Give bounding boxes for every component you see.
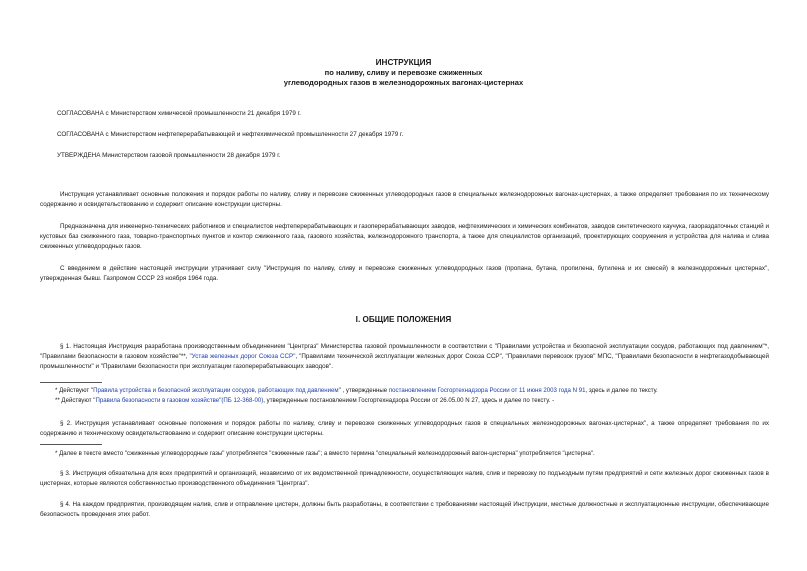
section-1-text-a: § 1. Настоящая Инструкция разработана производственным объединением "Центргаз" Министерства газовой промышленности в соответствии с "Правилами устройства и безопасной эксплуатации сосудов, работающих под давлением"*, "Правилами безопасности в газовом хозяйстве"**,: [40, 343, 769, 360]
footnote-3: * Далее в тексте вместо "сжиженные углеводородные газы" употребляется "сжиженные газы"; а вместо термина "специальный железнодорожный вагон-цистерна" употребляется "цистерна".: [55, 450, 595, 457]
intro-paragraph-3: С введением в действие настоящей инструкции утрачивает силу "Инструкция по наливу, сливу и перевозке сжиженных углеводородных газов (пропана, бутана, пропилена, бутилена и их смесей) в железнодорожных цистернах", утвержденная бывш. Газпромом СССР 23 ноября 1964 года.: [40, 265, 769, 282]
section-heading: I. ОБЩИЕ ПОЛОЖЕНИЯ: [355, 315, 452, 324]
document-subtitle-line-1: по наливу, сливу и перевозке сжиженных: [324, 68, 483, 77]
footnote-1: [55, 386, 658, 395]
section-2-paragraph: § 2. Инструкция устанавливает основные положения и порядок работы по наливу, сливу и перевозке сжиженных углеводородных газов в специальных железнодорожных вагонах-цистернах", а также определяет требования по их содержанию и техническому освидетельствованию и содержит описание конструкции цистерны.: [40, 420, 769, 437]
footnote-2-text-b: ": [219, 397, 222, 404]
approval-chemical-industry: СОГЛАСОВАНА с Министерством химической промышленности 21 декабря 1979 г.: [57, 110, 301, 117]
footnote-divider-1: [40, 382, 102, 383]
section-1-text-b: , "Правилами технической эксплуатации железных дорог Союза ССР", "Правилами перевозок грузов" МПС, "Правилами безопасности в нефтегазодобывающей промышленности" и "Правилами безопасности при эксплуатации газоперерабатывающих заводов".: [40, 353, 769, 370]
document-title: ИНСТРУКЦИЯ: [375, 58, 432, 67]
footnote-2-text-a: ** Действуют ": [55, 397, 96, 404]
footnote-2-text-c: , утвержденные постановлением Госгортехнадзора России от 26.05.00 N 27, здесь и далее по тексту. -: [263, 397, 555, 404]
approval-gas-industry: УТВЕРЖДЕНА Министерством газовой промышленности 28 декабря 1979 г.: [57, 152, 281, 159]
footnote-1-text-c: , здесь и далее по тексту.: [585, 387, 658, 394]
approval-oil-refining: СОГЛАСОВАНА с Министерством нефтеперерабатывающей и нефтехимической промышленности 27 декабря 1979 г.: [57, 131, 404, 138]
gosgortekhnadzor-resolution-link[interactable]: постановлением Госгортехнадзора России от 11 июня 2003 года N 91: [388, 387, 586, 394]
section-3-paragraph: § 3. Инструкция обязательна для всех предприятий и организаций, независимо от их ведомственной принадлежности, осуществляющих налив, слив и перевозку по подъездным путям предприятий и сети железных дорог сжиженных газов в цистернах, которые являются собственностью производственного объединения "Центргаз".: [40, 470, 769, 487]
footnote-1-text-b: " , утвержденные: [338, 387, 389, 394]
document-subtitle-line-2: углеводородных газов в железнодорожных вагонах-цистернах: [283, 78, 524, 87]
intro-paragraph-1: Инструкция устанавливает основные положения и порядок работы по наливу, сливу и перевозке сжиженных углеводородных газов в специальных железнодорожных вагонах-цистернах, а также определяет требования по их техническому содержанию и освидетельствованию и содержит описание конструкции цистерны.: [40, 191, 769, 208]
pb-12-368-00-link[interactable]: (ПБ 12-368-00): [221, 397, 264, 404]
pressure-vessel-rules-link[interactable]: Правила устройства и безопасной эксплуатации сосудов, работающих под давлением: [93, 387, 339, 394]
section-4-paragraph: § 4. На каждом предприятии, производящем налив, слив и отправление цистерн, должны быть разработаны, в соответствии с требованиями настоящей Инструкции, местные должностные и эксплуатационные инструкции, обеспечивающие безопасность проведения этих работ.: [40, 501, 769, 518]
footnote-2: [55, 396, 554, 405]
intro-paragraph-2: Предназначена для инженерно-технических работников и специалистов нефтеперерабатывающих и газоперерабатывающих заводов, нефтехимических и химических комбинатов, заводов синтетического каучука, газораздаточных станций и кустовых баз сжиженного газа, товарно-транспортных пунктов и контор сжиженного газа, газового хозяйства, железнодорожного транспорта, а также для специалистов организаций, проектирующих сооружения и устройства для налива и слива сжиженных углеводородных газов.: [40, 223, 769, 250]
footnote-divider-2: [40, 444, 102, 445]
gas-safety-rules-link[interactable]: Правила безопасности в газовом хозяйстве: [95, 397, 220, 404]
section-1-paragraph: [40, 342, 769, 372]
footnote-1-text-a: * Действуют ": [55, 387, 94, 394]
railway-charter-link[interactable]: "Устав железных дорог Союза ССР": [189, 353, 296, 360]
